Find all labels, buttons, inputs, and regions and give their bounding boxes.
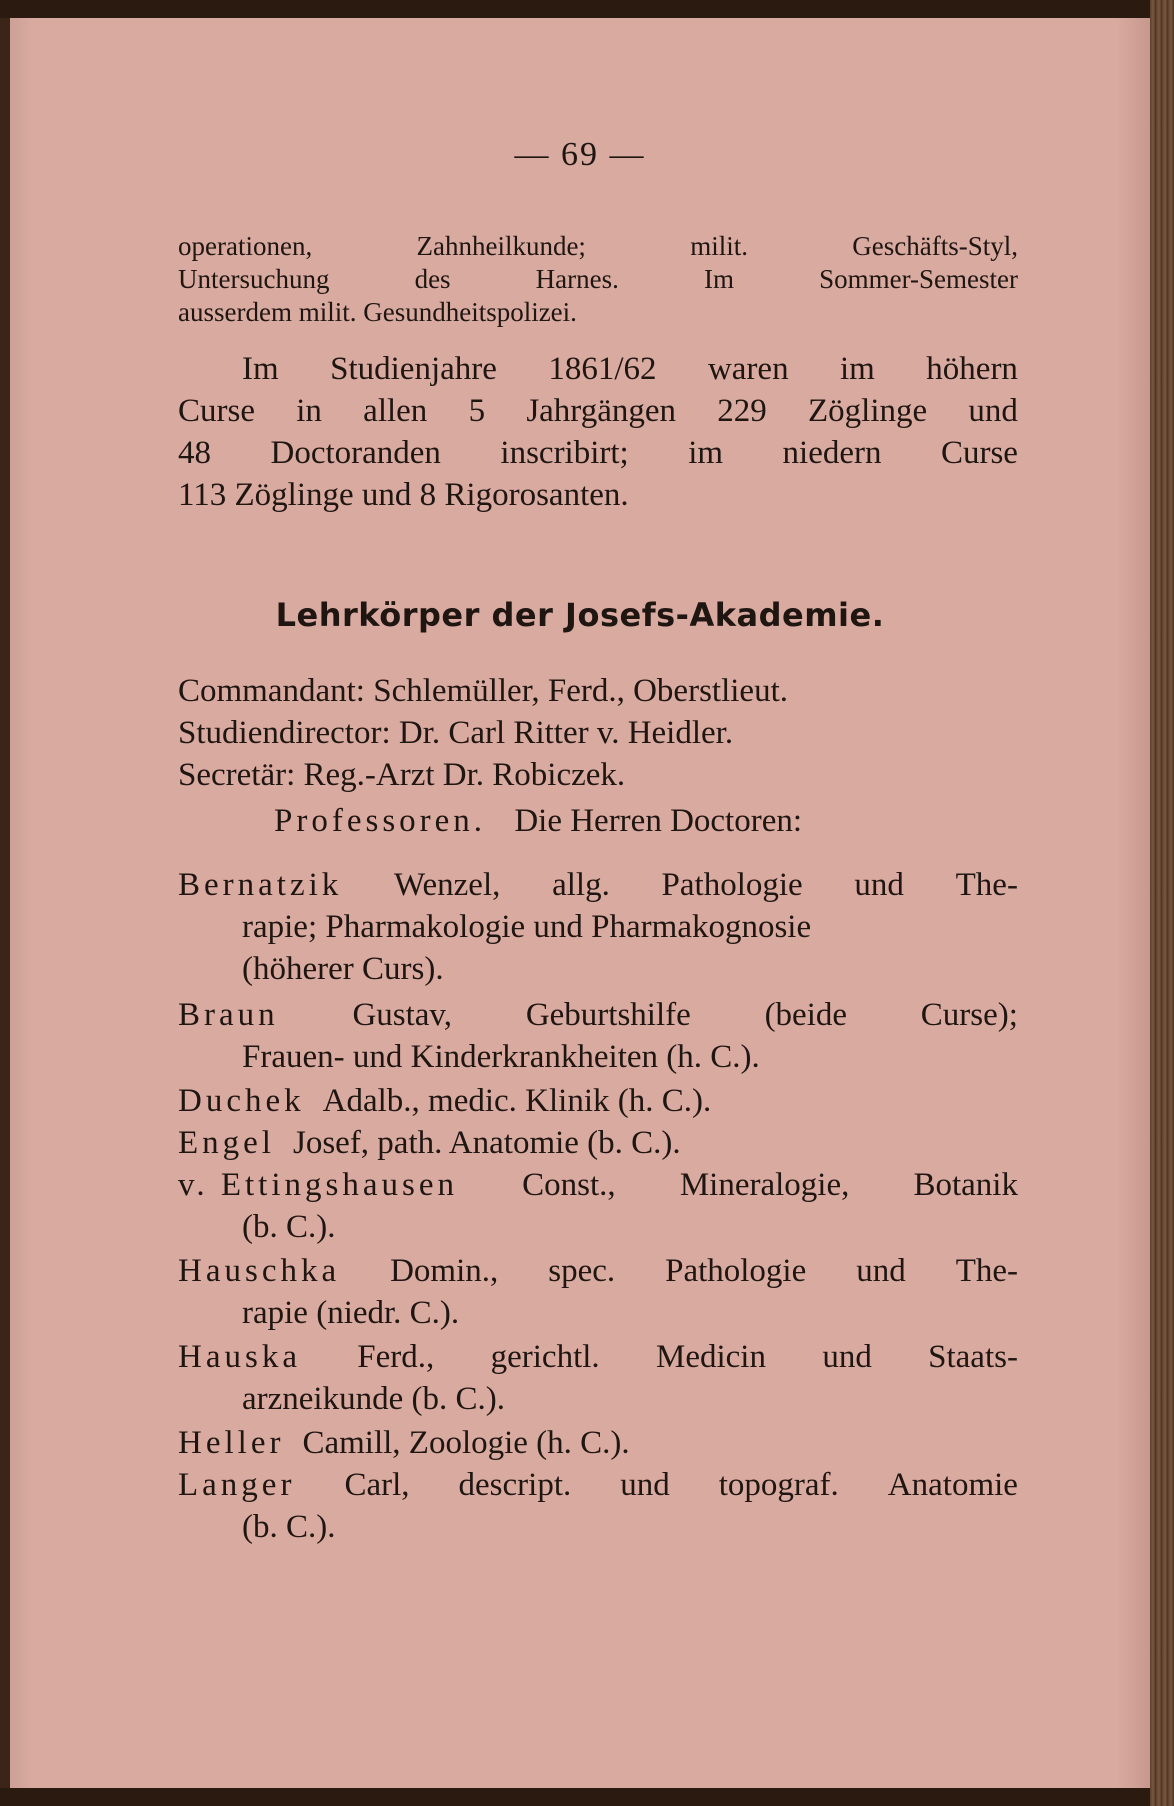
word: Carl, [344,1467,410,1503]
word: Ferd., [357,1339,435,1375]
professoren-label: Professoren. [274,803,487,839]
professor-entry-bernatzik [178,864,1018,990]
professoren-heading [178,800,1018,842]
professor-entry-hauschka [178,1250,1018,1334]
page-number: — 69 — [514,136,646,173]
secretaer-line: Secretär: Reg.-Arzt Dr. Robiczek. [178,757,626,793]
entry-first-line [178,1250,1018,1292]
word: Botanik [913,1167,1018,1203]
intro-line-2 [178,263,1018,296]
word: 229 [717,393,767,429]
word: des [414,264,451,294]
section-heading: Lehrkörper der Josefs-Akademie. [275,596,885,634]
word: spec. [548,1253,616,1289]
word: The- [955,1253,1018,1289]
commandant-line: Commandant: Schlemüller, Ferd., Oberstlieut. [178,673,788,709]
word: milit. [690,231,748,261]
entry-first-line [178,1080,1018,1122]
page-stack-edge [1150,0,1174,1806]
entry-continuation: arzneikunde (b. C.). [242,1381,505,1417]
word: operationen, [178,231,313,261]
word: Doctoranden [270,435,441,471]
entry-first-line [178,994,1018,1036]
entry-text: Adalb., medic. Klinik (h. C.). [322,1083,712,1119]
entry-first-line [178,864,1018,906]
professor-name: v. Ettingshausen [178,1167,458,1203]
para-line-2 [178,390,1018,432]
word: Anatomie [887,1467,1018,1503]
para-line-4: 113 Zöglinge und 8 Rigorosanten. [178,477,629,513]
word: allg. [552,867,610,903]
word: Const., [522,1167,616,1203]
professor-name: Duchek [178,1083,305,1119]
word: allen [363,393,428,429]
word: im [840,351,875,387]
word: Geburtshilfe [525,997,691,1033]
professoren-subtitle: Die Herren Doctoren: [514,803,803,839]
word: gerichtl. [490,1339,600,1375]
word: 1861/62 [548,351,657,387]
professor-entry-duchek [178,1080,1018,1122]
book-page [10,18,1150,1788]
book-binding-edge [0,18,10,1788]
word: 5 [468,393,486,429]
professor-name: Hauschka [178,1253,341,1289]
word: Gustav, [352,997,453,1033]
intro-small-text [178,230,1018,329]
word: und [822,1339,872,1375]
studiendirector-line: Studiendirector: Dr. Carl Ritter v. Heidler. [178,715,734,751]
word: Studienjahre [330,351,497,387]
word: Geschäfts-Styl, [852,231,1018,261]
word: höhern [926,351,1018,387]
professor-entry-hauska [178,1336,1018,1420]
officials-list [178,670,1018,796]
professor-entry-langer [178,1464,1018,1548]
enrollment-paragraph [178,348,1018,516]
word: Jahrgängen [526,393,676,429]
word: Medicin [656,1339,766,1375]
word: Curse [178,393,255,429]
professor-name: Langer [178,1467,296,1503]
entry-continuation: (b. C.). [242,1209,336,1245]
word: Pathologie [665,1253,807,1289]
word: Domin., [390,1253,499,1289]
entry-continuation: rapie (niedr. C.). [242,1295,460,1331]
word: Sommer-Semester [819,264,1018,294]
word: inscribirt; [500,435,629,471]
entry-continuation: Frauen- und Kinderkrankheiten (h. C.). [242,1039,760,1075]
entry-first-line [178,1164,1018,1206]
para-line-3 [178,432,1018,474]
entry-first-line [178,1336,1018,1378]
professor-entry-braun [178,994,1018,1078]
entry-first-line [178,1422,1018,1464]
para-line-1 [178,348,1018,390]
word: Mineralogie, [679,1167,850,1203]
word: und [620,1467,670,1503]
word: Zöglinge [808,393,928,429]
word: und [854,867,904,903]
professor-name: Bernatzik [178,867,343,903]
word: Curse [940,435,1018,471]
professor-name: Engel [178,1125,275,1161]
word: Untersuchung [178,264,330,294]
professor-name: Heller [178,1425,285,1461]
entry-continuation: rapie; Pharmakologie und Pharmakognosie [242,909,812,945]
professor-entry-ettingshausen [178,1164,1018,1248]
professor-entry-engel [178,1122,1018,1164]
word: niedern [782,435,882,471]
word: in [296,393,322,429]
word: Harnes. [535,264,619,294]
word: The- [955,867,1018,903]
entry-continuation: (höherer Curs). [242,951,444,987]
entry-first-line [178,1464,1018,1506]
word: und [856,1253,906,1289]
word: descript. [458,1467,572,1503]
word: und [968,393,1018,429]
word: Curse); [920,997,1018,1033]
entry-text: Camill, Zoologie (h. C.). [302,1425,630,1461]
word: topograf. [718,1467,839,1503]
entry-first-line [178,1122,1018,1164]
word: Im [703,264,734,294]
word: Im [242,351,279,387]
word: Zahnheilkunde; [416,231,586,261]
word: im [688,435,724,471]
entry-text: Josef, path. Anatomie (b. C.). [292,1125,681,1161]
intro-line-3: ausserdem milit. Gesundheitspolizei. [178,297,577,327]
entry-continuation: (b. C.). [242,1509,336,1545]
word: Pathologie [661,867,803,903]
word: Wenzel, [394,867,501,903]
professor-name: Braun [178,997,279,1033]
intro-line-1 [178,230,1018,263]
word: Staats- [928,1339,1018,1375]
word: waren [707,351,789,387]
professor-name: Hauska [178,1339,301,1375]
professor-entry-heller [178,1422,1018,1464]
word: (beide [764,997,848,1033]
word: 48 [178,435,211,471]
